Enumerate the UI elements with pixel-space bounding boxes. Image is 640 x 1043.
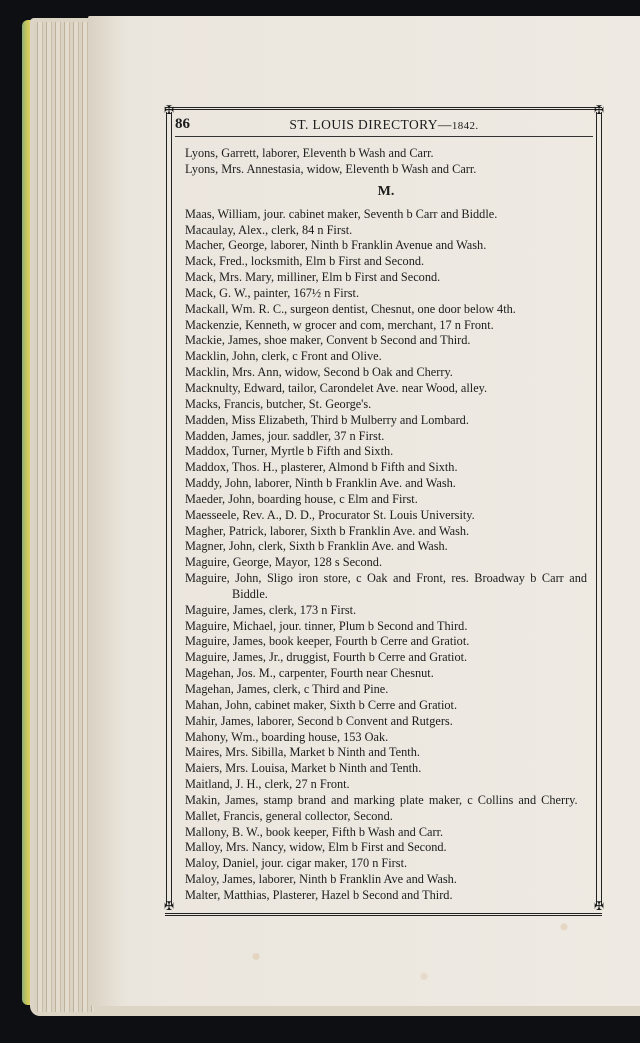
directory-entry: Makin, James, stamp brand and marking plate maker, c Collins and Cherry. xyxy=(185,792,578,807)
directory-entry: Maloy, James, laborer, Ninth b Franklin Ave and Wash. xyxy=(185,872,457,887)
directory-entry: Mallony, B. W., book keeper, Fifth b Wash and Carr. xyxy=(185,824,444,839)
corner-ornament-icon: ✠ xyxy=(593,899,605,913)
corner-ornament-icon: ✠ xyxy=(163,103,175,117)
directory-entry: Mackall, Wm. R. C., surgeon dentist, Chesnut, one door below 4th. xyxy=(185,301,516,316)
directory-entry: Maguire, James, book keeper, Fourth b Cerre and Gratiot. xyxy=(185,634,470,649)
directory-entry: Macklin, John, clerk, c Front and Olive. xyxy=(185,349,382,364)
directory-entry: Maires, Mrs. Sibilla, Market b Ninth and Tenth. xyxy=(185,745,420,760)
directory-entry: Maguire, John, Sligo iron store, c Oak and Front, res. Broadway b Carr and Biddle. xyxy=(185,571,587,601)
directory-entry: Magher, Patrick, laborer, Sixth b Franklin Ave. and Wash. xyxy=(185,523,470,538)
corner-ornament-icon: ✠ xyxy=(593,103,605,117)
running-head xyxy=(175,117,593,133)
directory-entry: Maiers, Mrs. Louisa, Market b Ninth and Tenth. xyxy=(185,761,422,776)
directory-entry: Madden, Miss Elizabeth, Third b Mulberry and Lombard. xyxy=(185,412,469,427)
directory-entry: Maddox, Turner, Myrtle b Fifth and Sixth. xyxy=(185,444,394,459)
directory-entry: Mack, Mrs. Mary, milliner, Elm b First and Second. xyxy=(185,270,441,285)
directory-entries xyxy=(185,146,587,904)
directory-entry: Mahan, John, cabinet maker, Sixth b Cerre and Gratiot. xyxy=(185,697,458,712)
page-edges xyxy=(34,22,94,1012)
directory-entry: Maddy, John, laborer, Ninth b Franklin Ave. and Wash. xyxy=(185,476,456,491)
page-header xyxy=(175,114,593,137)
directory-entry: Macaulay, Alex., clerk, 84 n First. xyxy=(185,222,353,237)
directory-entry: Maloy, Daniel, jour. cigar maker, 170 n First. xyxy=(185,856,408,871)
directory-entry: Maesseele, Rev. A., D. D., Procurator St. Louis University. xyxy=(185,507,475,522)
directory-entry: Lyons, Mrs. Annestasia, widow, Eleventh b Wash and Carr. xyxy=(185,161,477,176)
directory-entry: Maeder, John, boarding house, c Elm and First. xyxy=(185,491,418,506)
directory-entry: Malter, Matthias, Plasterer, Hazel b Second and Third. xyxy=(185,887,453,902)
section-letter: M. xyxy=(377,183,395,199)
page-number: 86 xyxy=(175,116,190,132)
directory-entry: Mackenzie, Kenneth, w grocer and com, merchant, 17 n Front. xyxy=(185,317,494,332)
directory-entry: Madden, James, jour. saddler, 37 n First. xyxy=(185,428,385,443)
directory-entry: Maguire, James, clerk, 173 n First. xyxy=(185,602,357,617)
directory-entry: Mahony, Wm., boarding house, 153 Oak. xyxy=(185,729,389,744)
directory-entry: Maddox, Thos. H., plasterer, Almond b Fifth and Sixth. xyxy=(185,460,458,475)
running-head-title: ST. LOUIS DIRECTORY— xyxy=(289,117,452,132)
directory-entry: Magehan, Jos. M., carpenter, Fourth near Chesnut. xyxy=(185,666,434,681)
directory-entry: Macher, George, laborer, Ninth b Franklin Avenue and Wash. xyxy=(185,238,487,253)
page-border-left xyxy=(166,112,172,905)
directory-entry: Maguire, George, Mayor, 128 s Second. xyxy=(185,555,383,570)
directory-entry: Mahir, James, laborer, Second b Convent and Rutgers. xyxy=(185,713,453,728)
directory-entry: Mackie, James, shoe maker, Convent b Second and Third. xyxy=(185,333,471,348)
corner-ornament-icon: ✠ xyxy=(163,899,175,913)
pre-section-entries xyxy=(185,146,587,178)
directory-entry: Maitland, J. H., clerk, 27 n Front. xyxy=(185,777,350,792)
directory-entry: Lyons, Garrett, laborer, Eleventh b Wash and Carr. xyxy=(185,146,434,160)
directory-entry: Malloy, Mrs. Nancy, widow, Elm b First and Second. xyxy=(185,840,447,855)
directory-entry: Mallet, Francis, general collector, Second. xyxy=(185,808,393,823)
directory-entry: Mack, Fred., locksmith, Elm b First and Second. xyxy=(185,254,425,269)
directory-entry: Maguire, James, Jr., druggist, Fourth b Cerre and Gratiot. xyxy=(185,650,468,665)
directory-entry: Macks, Francis, butcher, St. George's. xyxy=(185,396,372,411)
directory-entry: Macknulty, Edward, tailor, Carondelet Ave. near Wood, alley. xyxy=(185,380,488,395)
directory-entry: Magner, John, clerk, Sixth b Franklin Ave. and Wash. xyxy=(185,539,448,554)
section-entries xyxy=(185,207,587,904)
directory-entry: Mack, G. W., painter, 167½ n First. xyxy=(185,285,360,300)
page-border-right xyxy=(596,112,602,905)
directory-entry: Maguire, Michael, jour. tinner, Plum b Second and Third. xyxy=(185,618,468,633)
directory-entry: Magehan, James, clerk, c Third and Pine. xyxy=(185,682,389,696)
directory-entry: Maas, William, jour. cabinet maker, Seventh b Carr and Biddle. xyxy=(185,206,498,221)
running-head-year: 1842. xyxy=(451,120,479,132)
directory-entry: Macklin, Mrs. Ann, widow, Second b Oak and Cherry. xyxy=(185,365,453,380)
